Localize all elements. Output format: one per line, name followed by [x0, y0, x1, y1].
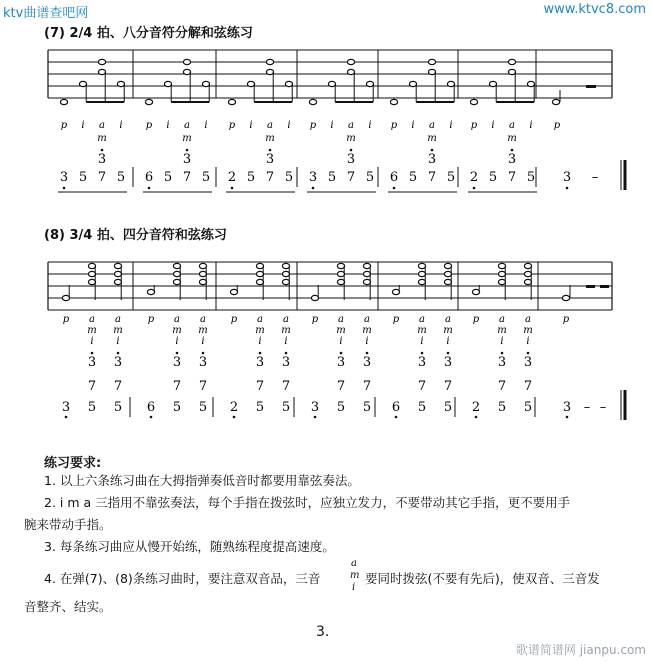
s7-jianpu-dash: – — [591, 170, 599, 185]
s7-jianpu-note: 7 — [507, 170, 517, 185]
s7-finger-label: m — [97, 133, 107, 144]
s8-jianpu-chord-mid: 7 — [113, 379, 123, 394]
s8-finger-label: a — [200, 314, 206, 325]
s7-jianpu-note: 5 — [488, 170, 498, 185]
s7-finger-label: p — [470, 120, 478, 131]
s7-jianpu-note: 5 — [246, 170, 256, 185]
s8-finger-label: a — [499, 314, 505, 325]
s8-jianpu-chord-bottom: 5 — [443, 400, 453, 415]
s8-finger-label: m — [443, 325, 453, 336]
s7-finger-label: a — [429, 120, 435, 131]
s7-note — [183, 69, 190, 74]
s7-note — [228, 99, 235, 104]
s8-chord-note — [199, 263, 206, 268]
s8-jianpu-bass: 3 — [562, 400, 572, 415]
s8-jianpu-chord-mid: 7 — [281, 379, 291, 394]
s8-jianpu-chord-bottom: 5 — [172, 400, 182, 415]
s7-jianpu-note: 5 — [163, 170, 173, 185]
s8-finger-label: a — [283, 314, 289, 325]
s8-rest — [600, 285, 609, 288]
s7-jianpu-note: 7 — [427, 170, 437, 185]
s7-note — [428, 69, 435, 74]
s7-finger-label: a — [348, 120, 354, 131]
s7-note — [60, 99, 67, 104]
s8-jianpu-high-dot — [501, 352, 504, 355]
s8-chord-note — [363, 263, 370, 268]
s8-jianpu-chord-mid: 7 — [497, 379, 507, 394]
s8-chord-note — [498, 271, 505, 276]
s8-finger-label: a — [115, 314, 121, 325]
s8-finger-label: a — [525, 314, 531, 325]
s8-jianpu-chord-top: 3 — [523, 355, 533, 370]
s8-chord-note — [88, 279, 95, 284]
s7-note — [409, 81, 416, 86]
s7-finger-label: i — [529, 120, 533, 131]
s8-finger-label: m — [336, 325, 346, 336]
s7-jianpu-note: 5 — [408, 170, 418, 185]
s7-finger-label: p — [60, 120, 68, 131]
s7-jianpu-high-dot — [431, 149, 434, 152]
s8-finger-label: m — [255, 325, 265, 336]
s8-jianpu-chord-mid: 7 — [172, 379, 182, 394]
s8-finger-label: i — [420, 336, 424, 347]
s7-finger-label: m — [265, 133, 275, 144]
s8-chord-note — [524, 279, 531, 284]
s8-finger-label: p — [562, 314, 570, 325]
s8-finger-label: m — [113, 325, 123, 336]
s7-jianpu-top-note: 3 — [507, 152, 517, 167]
s7-jianpu-note: 7 — [265, 170, 275, 185]
s8-jianpu-high-dot — [285, 352, 288, 355]
s7-jianpu-bass: 3 — [308, 170, 318, 185]
s8-chord-note — [282, 263, 289, 268]
s8-jianpu-chord-mid: 7 — [198, 379, 208, 394]
s7-finger-label: a — [99, 120, 105, 131]
s7-jianpu-low-dot — [312, 187, 315, 190]
s8-finger-label: i — [526, 336, 530, 347]
s7-finger-label: m — [427, 133, 437, 144]
s7-finger-label: i — [119, 120, 123, 131]
s7-jianpu-high-dot — [101, 149, 104, 152]
s7-finger-label: i — [249, 120, 253, 131]
s8-jianpu-chord-bottom: 5 — [362, 400, 372, 415]
s8-chord-note — [498, 263, 505, 268]
s8-chord-note — [524, 263, 531, 268]
s8-finger-label: m — [417, 325, 427, 336]
s7-finger-label: i — [330, 120, 334, 131]
s7-note — [98, 59, 105, 64]
s8-chord-note — [418, 271, 425, 276]
s7-jianpu-note: 5 — [526, 170, 536, 185]
s8-finger-label: a — [338, 314, 344, 325]
s8-jianpu-chord-top: 3 — [281, 355, 291, 370]
s7-jianpu-top-note: 3 — [182, 152, 192, 167]
s8-jianpu-low-dot — [566, 416, 569, 419]
s7-finger-label: p — [228, 120, 236, 131]
s7-note — [145, 99, 152, 104]
s7-note — [508, 59, 515, 64]
requirement-1: 1. 以上六条练习曲在大拇指弹奏低音时都要用靠弦奏法。 — [44, 473, 360, 488]
s8-finger-label: a — [419, 314, 425, 325]
s8-finger-label: a — [257, 314, 263, 325]
requirement-4-finger-i: i — [352, 582, 356, 593]
s8-jianpu-chord-top: 3 — [336, 355, 346, 370]
s7-jianpu-low-dot — [566, 187, 569, 190]
watermark-top-right: www.ktvc8.com — [543, 2, 646, 17]
s7-jianpu-bass: 6 — [389, 170, 399, 185]
s8-jianpu-low-dot — [314, 416, 317, 419]
s7-jianpu-high-dot — [511, 149, 514, 152]
s8-jianpu-chord-mid: 7 — [255, 379, 265, 394]
s7-jianpu-top-note: 3 — [265, 152, 275, 167]
s8-finger-label: m — [198, 325, 208, 336]
s8-note — [562, 295, 569, 300]
s8-jianpu-chord-bottom: 5 — [497, 400, 507, 415]
s8-finger-label: m — [497, 325, 507, 336]
requirement-2-line-1: 2. i m a 三指用不靠弦奏法，每个手指在拨弦时，应独立发力，不要带动其它手指，更不要用手 — [44, 495, 571, 510]
s7-jianpu-note: 7 — [97, 170, 107, 185]
s7-note — [309, 99, 316, 104]
s8-jianpu-high-dot — [259, 352, 262, 355]
s7-jianpu-bass: 6 — [144, 170, 154, 185]
s7-finger-label: a — [509, 120, 515, 131]
s8-finger-label: p — [147, 314, 155, 325]
s8-finger-label: p — [62, 314, 70, 325]
s7-finger-label: i — [491, 120, 495, 131]
s7-finger-label: m — [507, 133, 517, 144]
s7-finger-label: i — [411, 120, 415, 131]
s8-chord-note — [444, 271, 451, 276]
s8-chord-note — [282, 271, 289, 276]
s7-note — [164, 81, 171, 86]
s7-finger-label: i — [449, 120, 453, 131]
s7-half-rest — [586, 85, 596, 88]
s8-jianpu-low-dot — [395, 416, 398, 419]
s8-note — [62, 295, 69, 300]
s8-finger-label: p — [230, 314, 238, 325]
s8-chord-note — [199, 279, 206, 284]
s8-jianpu-chord-mid: 7 — [443, 379, 453, 394]
watermark-top-left: ktv曲谱查吧网 — [3, 6, 89, 21]
s8-chord-note — [114, 271, 121, 276]
s8-jianpu-chord-bottom: 5 — [336, 400, 346, 415]
s8-note — [230, 289, 237, 294]
s7-note — [428, 59, 435, 64]
s7-jianpu-note: 7 — [182, 170, 192, 185]
s8-finger-label: m — [362, 325, 372, 336]
s8-jianpu-chord-bottom: 5 — [281, 400, 291, 415]
s8-jianpu-high-dot — [91, 352, 94, 355]
s7-finger-label: p — [553, 120, 561, 131]
s7-finger-label: m — [182, 133, 192, 144]
requirement-4-line-2: 音整齐、结实。 — [24, 599, 112, 614]
s7-note — [328, 81, 335, 86]
s8-chord-note — [173, 279, 180, 284]
s7-note — [347, 69, 354, 74]
section-8-title: (8) 3/4 拍、四分音符和弦练习 — [44, 228, 227, 243]
watermark-bottom-right: 歌谱简谱网 jianpu.com — [515, 643, 646, 657]
requirements-title: 练习要求: — [44, 456, 102, 471]
s8-chord-note — [88, 263, 95, 268]
s8-chord-note — [173, 263, 180, 268]
s8-jianpu-chord-bottom: 5 — [255, 400, 265, 415]
s7-note — [285, 81, 292, 86]
s7-note — [527, 81, 534, 86]
requirement-4-post: 要同时拨弦(不要有先后)，使双音、三音发 — [365, 571, 600, 586]
s8-jianpu-high-dot — [117, 352, 120, 355]
s8-chord-note — [444, 263, 451, 268]
s8-jianpu-chord-top: 3 — [443, 355, 453, 370]
s8-finger-label: p — [311, 314, 319, 325]
s7-jianpu-note: 5 — [284, 170, 294, 185]
s8-rest — [586, 285, 595, 288]
s8-chord-note — [256, 271, 263, 276]
s7-jianpu-top-note: 3 — [97, 152, 107, 167]
s8-finger-label: i — [500, 336, 504, 347]
s8-finger-label: p — [392, 314, 400, 325]
s8-finger-label: m — [281, 325, 291, 336]
s8-chord-note — [337, 279, 344, 284]
s7-jianpu-note: 5 — [78, 170, 88, 185]
s8-chord-note — [363, 271, 370, 276]
s8-jianpu-chord-mid: 7 — [417, 379, 427, 394]
s7-finger-label: p — [390, 120, 398, 131]
s7-finger-label: i — [166, 120, 170, 131]
s8-chord-note — [282, 279, 289, 284]
s7-note — [79, 81, 86, 86]
s7-finger-label: i — [204, 120, 208, 131]
s8-chord-note — [337, 271, 344, 276]
s8-chord-note — [418, 263, 425, 268]
s8-note — [392, 289, 399, 294]
section-7-title: (7) 2/4 拍、八分音符分解和弦练习 — [44, 26, 253, 41]
s8-finger-label: a — [174, 314, 180, 325]
s8-note — [472, 289, 479, 294]
s8-chord-note — [418, 279, 425, 284]
s7-jianpu-note: 5 — [446, 170, 456, 185]
s8-jianpu-dash: – — [599, 400, 607, 415]
s8-jianpu-bass: 3 — [61, 400, 71, 415]
s8-finger-label: p — [472, 314, 480, 325]
s7-finger-label: m — [346, 133, 356, 144]
s8-note — [311, 295, 318, 300]
s7-note — [347, 59, 354, 64]
s8-finger-label: i — [446, 336, 450, 347]
s7-jianpu-note: 5 — [327, 170, 337, 185]
requirement-4-finger-m: m — [350, 570, 360, 581]
s7-jianpu-note: 5 — [116, 170, 126, 185]
s8-jianpu-chord-top: 3 — [198, 355, 208, 370]
s8-finger-label: a — [445, 314, 451, 325]
requirement-4-pre: 4. 在弹(7)、(8)条练习曲时，要注意双音品，三音 — [44, 571, 321, 586]
requirement-3: 3. 每条练习曲应从慢开始练，随熟练程度提高速度。 — [44, 539, 335, 554]
s7-note — [266, 59, 273, 64]
s8-jianpu-chord-mid: 7 — [523, 379, 533, 394]
s8-jianpu-chord-top: 3 — [87, 355, 97, 370]
s8-jianpu-high-dot — [340, 352, 343, 355]
requirement-2-line-2: 腕来带动手指。 — [24, 517, 112, 532]
requirement-4-finger-a: a — [351, 558, 357, 569]
s8-jianpu-chord-top: 3 — [362, 355, 372, 370]
s7-jianpu-top-note: 3 — [346, 152, 356, 167]
s7-finger-label: i — [81, 120, 85, 131]
s8-jianpu-high-dot — [421, 352, 424, 355]
s8-chord-note — [114, 263, 121, 268]
page-number: 3. — [316, 624, 330, 640]
s8-jianpu-chord-top: 3 — [113, 355, 123, 370]
s8-finger-label: i — [258, 336, 262, 347]
s7-jianpu-low-dot — [63, 187, 66, 190]
s8-jianpu-low-dot — [150, 416, 153, 419]
s8-jianpu-low-dot — [65, 416, 68, 419]
s8-chord-note — [363, 279, 370, 284]
s8-jianpu-chord-bottom: 5 — [113, 400, 123, 415]
s7-jianpu-bass: 3 — [59, 170, 69, 185]
s8-finger-label: i — [175, 336, 179, 347]
s8-jianpu-chord-top: 3 — [255, 355, 265, 370]
s8-chord-note — [256, 263, 263, 268]
s8-finger-label: i — [90, 336, 94, 347]
s8-jianpu-bass: 2 — [471, 400, 481, 415]
s8-finger-label: a — [364, 314, 370, 325]
s7-note — [183, 59, 190, 64]
s7-jianpu-note: 7 — [346, 170, 356, 185]
s7-jianpu-high-dot — [350, 149, 353, 152]
s7-jianpu-bass: 2 — [227, 170, 237, 185]
s7-jianpu-bass: 2 — [469, 170, 479, 185]
s8-jianpu-bass: 3 — [310, 400, 320, 415]
s8-jianpu-chord-top: 3 — [417, 355, 427, 370]
s7-note — [266, 69, 273, 74]
s8-jianpu-low-dot — [475, 416, 478, 419]
s8-chord-note — [256, 279, 263, 284]
s8-jianpu-bass: 6 — [391, 400, 401, 415]
s7-finger-label: i — [368, 120, 372, 131]
s7-jianpu-high-dot — [269, 149, 272, 152]
s7-finger-label: a — [267, 120, 273, 131]
s8-jianpu-chord-bottom: 5 — [523, 400, 533, 415]
s8-finger-label: i — [339, 336, 343, 347]
s8-finger-label: i — [116, 336, 120, 347]
s7-jianpu-note: 5 — [201, 170, 211, 185]
s7-jianpu-high-dot — [186, 149, 189, 152]
s8-jianpu-chord-bottom: 5 — [417, 400, 427, 415]
s8-jianpu-chord-mid: 7 — [336, 379, 346, 394]
s7-note — [508, 69, 515, 74]
s8-chord-note — [88, 271, 95, 276]
s8-jianpu-bass: 2 — [229, 400, 239, 415]
s8-finger-label: i — [201, 336, 205, 347]
s7-note — [390, 99, 397, 104]
s8-finger-label: m — [172, 325, 182, 336]
s8-finger-label: m — [523, 325, 533, 336]
s8-jianpu-high-dot — [176, 352, 179, 355]
s8-chord-note — [524, 271, 531, 276]
s7-jianpu-low-dot — [473, 187, 476, 190]
s8-chord-note — [337, 263, 344, 268]
s7-note — [470, 99, 477, 104]
s7-note — [552, 99, 559, 104]
s7-jianpu-low-dot — [148, 187, 151, 190]
s8-note — [147, 289, 154, 294]
s8-chord-note — [444, 279, 451, 284]
s8-chord-note — [173, 271, 180, 276]
s7-finger-label: p — [309, 120, 317, 131]
s7-jianpu-low-dot — [393, 187, 396, 190]
s8-jianpu-chord-mid: 7 — [87, 379, 97, 394]
s8-jianpu-dash: – — [583, 400, 591, 415]
s8-jianpu-chord-top: 3 — [497, 355, 507, 370]
s8-finger-label: m — [87, 325, 97, 336]
s8-jianpu-high-dot — [202, 352, 205, 355]
s8-finger-label: i — [284, 336, 288, 347]
s7-jianpu-note: 5 — [365, 170, 375, 185]
s7-jianpu-bass: 3 — [562, 170, 572, 185]
s7-finger-label: p — [145, 120, 153, 131]
s7-note — [202, 81, 209, 86]
s8-jianpu-chord-bottom: 5 — [87, 400, 97, 415]
s7-note — [447, 81, 454, 86]
s7-note — [489, 81, 496, 86]
s7-jianpu-low-dot — [231, 187, 234, 190]
s7-finger-label: a — [184, 120, 190, 131]
s7-note — [247, 81, 254, 86]
s8-jianpu-high-dot — [447, 352, 450, 355]
s7-note — [117, 81, 124, 86]
s8-jianpu-chord-top: 3 — [172, 355, 182, 370]
s8-chord-note — [199, 271, 206, 276]
s7-jianpu-top-note: 3 — [427, 152, 437, 167]
s8-chord-note — [114, 279, 121, 284]
s8-jianpu-chord-bottom: 5 — [198, 400, 208, 415]
s8-jianpu-chord-mid: 7 — [362, 379, 372, 394]
s8-finger-label: i — [365, 336, 369, 347]
s8-chord-note — [498, 279, 505, 284]
s8-jianpu-bass: 6 — [146, 400, 156, 415]
s8-jianpu-high-dot — [527, 352, 530, 355]
s8-finger-label: a — [89, 314, 95, 325]
s8-jianpu-low-dot — [233, 416, 236, 419]
s7-finger-label: i — [287, 120, 291, 131]
s7-note — [98, 69, 105, 74]
s7-note — [366, 81, 373, 86]
s8-jianpu-high-dot — [366, 352, 369, 355]
